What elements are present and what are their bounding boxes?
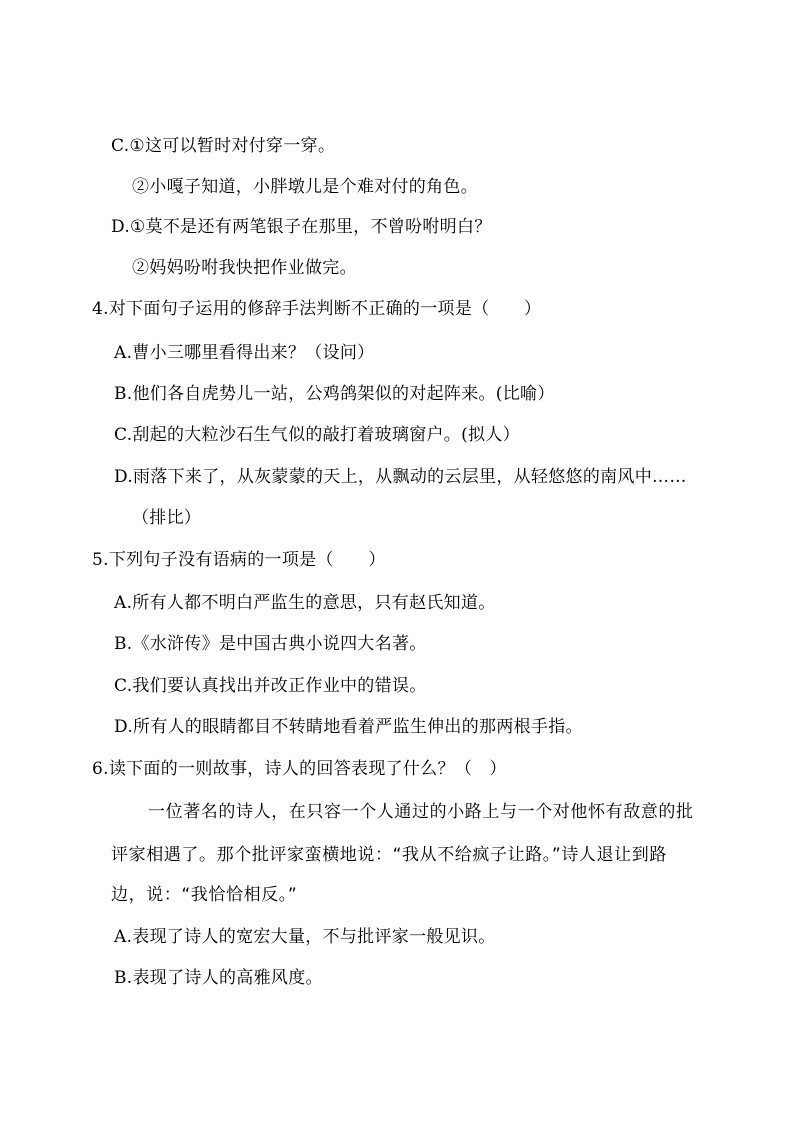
question-5-option-c: C.我们要认真找出并改正作业中的错误。 <box>114 676 427 696</box>
question-6-option-b: B.表现了诗人的高雅风度。 <box>114 968 323 988</box>
question-6-option-a: A.表现了诗人的宽宏大量，不与批评家一般见识。 <box>114 927 496 947</box>
question-5-option-a: A.所有人都不明白严监生的意思，只有赵氏知道。 <box>114 593 496 613</box>
story-passage-line-1: 一位著名的诗人，在只容一个人通过的小路上与一个对他怀有敌意的批 <box>148 802 694 822</box>
question-4-option-d: D.雨落下来了，从灰蒙蒙的天上，从飘动的云层里，从轻悠悠的南风中…… <box>114 467 687 487</box>
option-d-sentence-2: ②妈妈吩咐我快把作业做完。 <box>132 258 357 278</box>
question-6-stem: 6.读下面的一则故事，诗人的回答表现了什么？（ ） <box>92 759 507 779</box>
story-passage-line-3: 边，说：“我恰恰相反。” <box>111 885 298 905</box>
question-5-option-b: B.《水浒传》是中国古典小说四大名著。 <box>114 634 427 654</box>
option-d-sentence-1: D.①莫不是还有两笔银子在那里，不曾吩咐明白？ <box>111 217 492 237</box>
question-4-stem: 4.对下面句子运用的修辞手法判断不正确的一项是（ ） <box>92 299 542 319</box>
option-c-sentence-2: ②小嘎子知道，小胖墩儿是个难对付的角色。 <box>132 177 478 197</box>
option-c-sentence-1: C.①这可以暂时对付穿一穿。 <box>111 136 336 156</box>
question-4-option-d-label: （排比） <box>132 508 202 528</box>
question-4-option-a: A.曹小三哪里看得出来？（设问） <box>114 343 375 363</box>
question-4-option-c: C.刮起的大粒沙石生气似的敲打着玻璃窗户。(拟人） <box>114 425 520 445</box>
story-passage-line-2: 评家相遇了。那个批评家蛮横地说：“我从不给疯子让路。”诗人退让到路 <box>111 845 667 865</box>
question-4-option-b: B.他们各自虎势儿一站，公鸡鸽架似的对起阵来。(比喻） <box>114 384 555 404</box>
question-5-stem: 5.下列句子没有语病的一项是（ ） <box>92 550 386 570</box>
question-5-option-d: D.所有人的眼睛都目不转睛地看着严监生伸出的那两根手指。 <box>114 717 583 737</box>
